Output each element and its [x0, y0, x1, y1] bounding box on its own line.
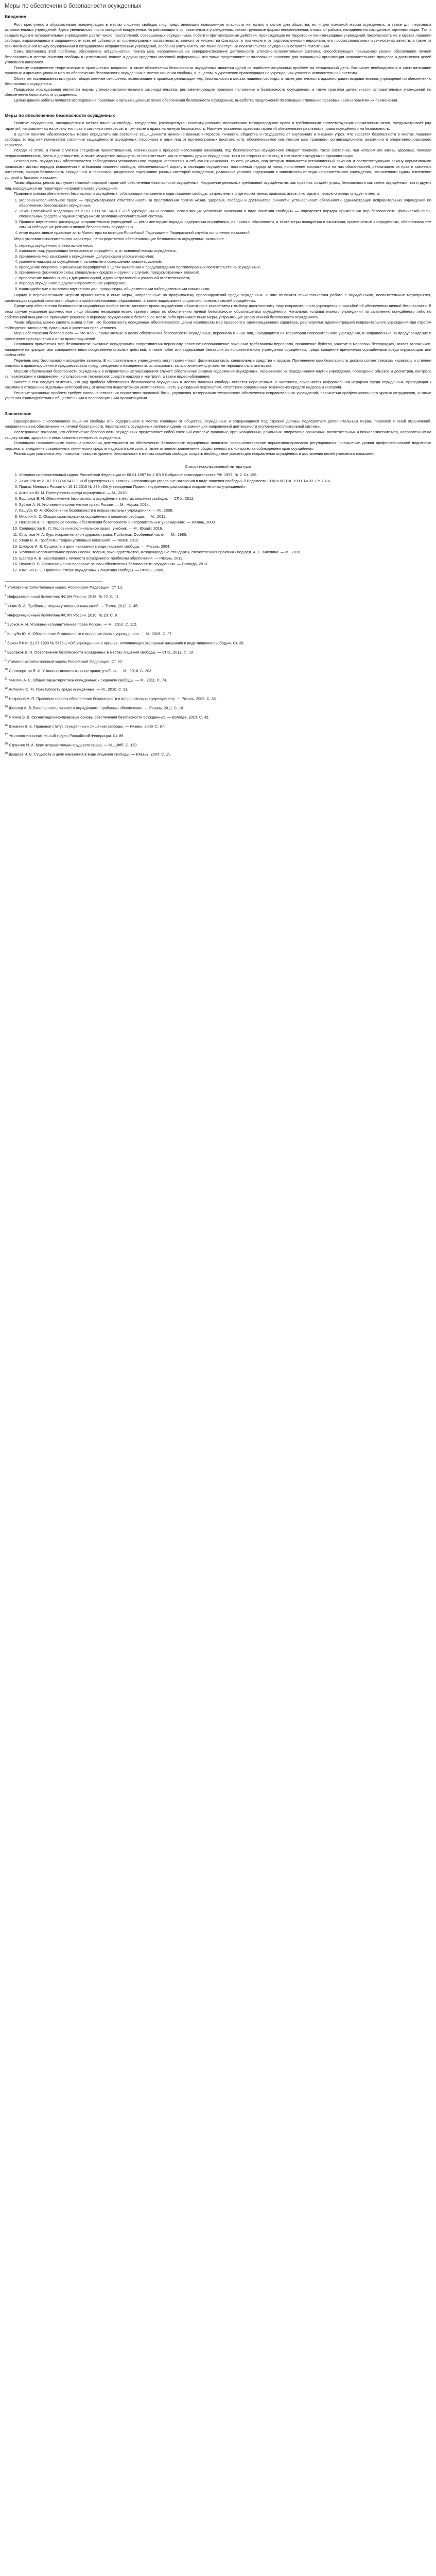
- paragraph: Решение указанных проблем требует совершенствования нормативно-правовой базы, улучшения материально-технического обеспечения исправительных учреждений, повышения профессионального уровня сотрудников, а также усиления взаимодействия с общественными и правозащитными организациями.: [5, 390, 431, 401]
- footnote: [5, 752, 431, 757]
- footnote-marker: 11: [5, 677, 8, 681]
- footnote-marker: 9: [5, 659, 7, 662]
- footnote-text: Южанин В. Е. Правовой статус осуждённых к лишению свободы. — Рязань, 2009. С. 67.: [9, 724, 165, 729]
- paragraph: Поэтому определение теоретических и практических вопросов, а также обеспечения безопасности осуждённых является одной из наиболее актуальных проблем на сегодняшний день. Возникает необходимость в систематизации правовых и организационных мер по обеспечению безопасности осуждённых в местах лишения свободы, и, в целом, в укреплении правопорядка на учреждениях уголовно-исполнительной системы.: [5, 65, 431, 76]
- footnote-text: Некрасов А. П. Правовые основы обеспечения безопасности в исправительных учреждениях. — Рязань, 2009. С. 36.: [9, 696, 217, 701]
- footnote: [5, 733, 431, 739]
- paragraph: Перечень мер безопасности определён законом. В исправительных учреждениях могут применяться физическая сила, специальные средства и оружие. Применение мер безопасности должно соответствовать характеру и степени опасности правонарушения и предшествовать предупреждению о намерении их использовать, за исключением случаев, не терпящих отлагательства.: [5, 358, 431, 368]
- paragraph: Среди мер обеспечения безопасности осуждённых особое место занимает право осуждённого обратиться с заявлением к любому должностному лицу исправительного учреждения с просьбой об обеспечении личной безопасности. В этом случае указанное должностное лицо обязано незамедлительно принять меры по обеспечению личной безопасности обратившегося осуждённого. Начальник исправительного учреждения по заявлению осуждённого либо по собственной инициативе принимает решение о переводе осуждённого в безопасное место либо принимает иные меры, устраняющие угрозу личной безопасности осуждённого.: [5, 303, 431, 319]
- footnote: [5, 594, 431, 600]
- footnote-text: Информационный бюллетень ФСИН России. 2016. № 23. С. 9.: [7, 613, 118, 618]
- footnote-text: Уголовно-исполнительный кодекс Российской Федерации. Ст. 86.: [9, 733, 125, 738]
- bibliography-item: 13. Шмаров И. В. Сущность и цели наказания в виде лишения свободы. — Рязань, 2004.: [19, 544, 431, 550]
- footnote-marker: 7: [5, 640, 7, 644]
- list-item: 1. перевод осуждённого в безопасное место;: [19, 243, 431, 249]
- footnote: [5, 696, 431, 702]
- footnote: [5, 585, 431, 590]
- bibliography-heading: Список использованной литературы: [185, 464, 251, 469]
- footnote: [5, 668, 431, 674]
- footnote: [5, 613, 431, 618]
- footnote-text: Шмаров И. В. Сущность и цели наказания в виде лишения свободы. — Рязань, 2004. С. 15.: [9, 752, 171, 757]
- footnote-marker: 14: [5, 705, 8, 708]
- footnote-text: Стручков Н. А. Курс исправительно-трудового права. — М., 1985. С. 130.: [9, 742, 138, 748]
- footnote-text: Бурлаков В. Н. Обеспечение безопасности осуждённых в местах лишения свободы. — СПб., 2012. С. 58.: [7, 650, 194, 655]
- paragraph: Целью данной работы является исследование правовых и организационных основ обеспечения безопасности осуждённых, выработка предложений по совершенствованию правовых норм и практики их применения.: [14, 97, 398, 103]
- list-item: 9. взаимодействие с органами внутренних дел, прокуратуры, общественными наблюдательными комиссиями.: [19, 286, 431, 292]
- footnote-marker: 8: [5, 650, 7, 653]
- footnote-text: Селиверстов В. И. Уголовно-исполнительное право: учебник. — М., 2016. С. 203.: [9, 668, 153, 673]
- footnote-text: Кашуба Ю. А. Обеспечение безопасности в исправительных учреждениях. — М., 2008. С. 27.: [7, 631, 173, 636]
- document-page: [0, 0, 436, 766]
- footnote-marker: 13: [5, 696, 8, 699]
- measures-list: [5, 243, 431, 292]
- footnote: [5, 705, 431, 711]
- list-item: 4. усиление надзора за осуждёнными, склонными к совершению правонарушений;: [19, 259, 431, 265]
- paragraph: Меры обеспечения безопасности — это меры, применяемые в целях обеспечения безопасности осуждённых, персонала и иных лиц, находящихся на территории исправительного учреждения, и направленные на предупреждение и пресечение преступлений и иных правонарушений.: [5, 331, 431, 341]
- footnote-text: Уткин В. А. Проблемы теории уголовных наказаний. — Томск, 2012. С. 45.: [7, 603, 139, 608]
- list-item: 6. применение физической силы, специальных средств и оружия в случаях, предусмотренных законом;: [19, 270, 431, 276]
- footnote: [5, 687, 431, 692]
- footnote: [5, 715, 431, 720]
- list-item: 1. уголовно-исполнительное право — предусматривает ответственность за преступления против жизни, здоровья, свободы и достоинства личности; устанавливает обязанности администрации исправительных учреждений по обеспечению безопасности осуждённых;: [19, 198, 431, 209]
- conclusion-body: [5, 419, 431, 457]
- footnote-marker: 19: [5, 751, 8, 755]
- footnote-marker: 15: [5, 714, 8, 718]
- bibliography-item: 10. Селиверстов В. И. Уголовно-исполнительное право: учебник. — М.: Юрайт, 2016.: [19, 526, 431, 532]
- measures-heading: Меры по обеспечению безопасности осужденных: [5, 113, 115, 118]
- paragraph: Таким образом, режим выступает главной правовой гарантией обеспечения безопасности осуждённых. Нарушение режимных требований осуждёнными, как правило, создаёт угрозу безопасности как самих осуждённых, так и других лиц, находящихся на территории исправительного учреждения.: [5, 180, 431, 191]
- bibliography-item: 6. Зубков А. И. Уголовно-исполнительное право России. — М.: Норма, 2014.: [19, 502, 431, 508]
- paragraph: Исходя из этого, а также с учётом специфики правоотношений, возникающих в процессе исполнения наказания, под безопасностью осуждённого следует понимать такое состояние, при котором его жизнь, здоровье, половая неприкосновенность, честь и достоинство, а также имущество защищены от посягательств как со стороны других осуждённых, так и со стороны иных лиц, в том числе сотрудников администрации.: [5, 148, 431, 158]
- footnote: [5, 677, 431, 683]
- footnote-marker: 3: [5, 603, 7, 607]
- footnote: [5, 640, 431, 646]
- paragraph: Мерами обеспечения безопасности осуждённых в исправительных учреждениях служат: обеспечение режима содержания осуждённых, ограничение их передвижения внутри учреждения, проведение обысков и досмотров, контроль за переписками и свиданиями, использование технических средств надзора и контроля, а также видеонаблюдение.: [5, 368, 431, 379]
- list-item: 8. перевод осуждённого в другое исправительное учреждение;: [19, 281, 431, 286]
- paragraph: Реализация указанных мер позволит повысить уровень безопасности в местах лишения свободы, создать необходимые условия для исправления осуждённых и достижения целей уголовного наказания.: [14, 451, 376, 456]
- list-item: 3. применение мер взыскания к осуждённым, допускающим угрозы и насилие;: [19, 254, 431, 260]
- bibliography-item: 9. Некрасов А. П. Правовые основы обеспечения безопасности в исправительных учреждениях. — Рязань, 2009.: [19, 520, 431, 526]
- footnote-marker: 12: [5, 686, 8, 690]
- bibliography-item: 8. Михлин А. С. Общая характеристика осуждённых к лишению свободы. — М., 2011.: [19, 514, 431, 520]
- bibliography-item: 4. Антонян Ю. М. Преступность среди осуждённых. — М., 2010.: [19, 490, 431, 496]
- paragraph: Основания применения мер безопасности: оказание осуждёнными сопротивления персоналу, злостное неповиновение законным требованиям персонала, проявление буйства, участие в массовых беспорядках, захват заложников, нападение на граждан или совершение иных общественно опасных действий, а также побег или задержание бежавших из исправительного учреждения осуждённых, предотвращение причинения осуждёнными вреда окружающим или самим себе.: [5, 342, 431, 358]
- footnote-marker: 4: [5, 613, 7, 616]
- paragraph: Меры уголовно-исполнительного характера, непосредственно обеспечивающие безопасность осуждённых, включают:: [14, 236, 224, 242]
- paragraph: Сама постановка этой проблемы обусловлена актуальностью поиска мер, направленных на совершенствование деятельности уголовно-исполнительной системы, способствующих повышению уровня обеспечения личной безопасности в местах лишения свободы в центральной полосе и других средствах массовой информации, что также представляет немаловажное значение для правильной организации исправительного процесса и достижения целей уголовного наказания.: [5, 49, 431, 65]
- list-item: 7. привлечение виновных лиц к дисциплинарной, административной и уголовной ответственности;: [19, 276, 431, 281]
- paragraph: Рост преступности обуславливает концентрацию в местах лишения свободы лиц, представляющих повышенную опасность не только в целом для общества, но и для основной массы осужденных, а также для персонала исправительных учреждений. Здесь увеличилось число холодной вооруженных на работающих в исправительных учреждениях, захват групповые формы неповиновения, отказы от работы, нападения на сотрудников администрации. Так, с каждым годом в исправительных учреждениях растет число преступлений, совершаемых осужденными, побеги и противоправные действия, происходящие на территории пенитенциарных учреждений. Безопасность же в местах лишения свободы, выражающаяся в защищенности всех её субъектов от противоправных посягательств, зависит от множества факторов, в том числе и от подготовленности персонала, его профессиональных и личностных качеств, а также от взаимоотношений между осужденными и сотрудниками исправительных учреждений, особенно учитывая то, что такие преступные посягательства осуждённых остаются латентными.: [5, 22, 431, 48]
- bibliography-list: [5, 472, 431, 573]
- paragraph: Предметом исследования являются нормы уголовно-исполнительного законодательства, регламентирующие правовое положение и безопасность осужденных, а также практика деятельности исправительных учреждений по обеспечению безопасности осужденных.: [5, 87, 431, 97]
- list-item: 5. проведение оперативно-розыскных мероприятий в целях выявления и предупреждения противоправных посягательств на осуждённых;: [19, 265, 431, 270]
- footnote-text: Шеслер А. В. Безопасность личности осуждённого: проблемы обеспечения. — Рязань, 2011. С. 19.: [9, 705, 184, 710]
- footnote-text: Михлин А. С. Общая характеристика осуждённых к лишению свободы. — М., 2011. С. 74.: [8, 677, 167, 683]
- paragraph: Понятие осуждённого, находящегося в местах лишения свободы, государство, руководствуясь конституционными положениями международного права и требованиями соответствующих нормативных актов, предусматривает ряд гарантий, направленных на охрану его прав и законных интересов, в том числе и права на личную безопасность. Наличие указанных правовых гарантий обеспечивает реальность права осуждённого на безопасность.: [5, 121, 431, 131]
- footnote-text: Закон РФ от 21.07.1993 № 5473-1 «Об учреждениях и органах, исполняющих уголовные наказания в виде лишения свободы». Ст. 28.: [7, 640, 245, 646]
- footnote-marker: 6: [5, 631, 7, 635]
- bibliography-item: 11. Стручков Н. А. Курс исправительно-трудового права. Проблемы Особенной части. — М., 1985.: [19, 532, 431, 538]
- footnote-text: Уголовно-исполнительный кодекс Российской Федерации. Ст. 82.: [7, 659, 123, 664]
- intro-body: [5, 22, 431, 104]
- law-list: [5, 198, 431, 236]
- footnote-text: Уголовно-исполнительный кодекс Российской Федерации. Ст. 13.: [7, 585, 123, 590]
- footnote: [5, 724, 431, 730]
- bibliography-item: 1. Уголовно-исполнительный кодекс Российской Федерации от 08.01.1997 № 1-ФЗ // Собрание законодательства РФ. 1997. № 2. Ст. 198.: [19, 472, 431, 478]
- paragraph: Наряду с перечисленными мерами применяются и иные меры, направленные на профилактику правонарушений среди осуждённых. К ним относятся психологическая работа с осуждёнными, воспитательные мероприятия, организация трудовой занятости, общего и профессионального образования, а также поддержание социально полезных связей осуждённых.: [5, 293, 431, 303]
- paragraph: Одновременно с исполнением лишения свободы или содержанием в местах изоляции от общества, осуждённые и содержащиеся под стражей должны подвергаться дополнительным мерам, правовой и иной ограничений, направленных на обеспечение их личной безопасности. Безопасность осуждённых является одним из важнейших направлений деятельности уголовно-исполнительной системы.: [5, 418, 431, 429]
- footnote-text: Ягунов В. В. Организационно-правовые основы обеспечения безопасности осуждённых. — Вологда, 2013. С. 42.: [9, 715, 210, 720]
- footnotes-divider: [5, 581, 102, 582]
- bibliography-item: 12. Уткин В. А. Проблемы теории уголовных наказаний. — Томск, 2012.: [19, 538, 431, 544]
- footnote: [5, 659, 431, 665]
- bibliography-item: 17. Южанин В. Е. Правовой статус осуждённых к лишению свободы. — Рязань, 2009.: [19, 568, 431, 573]
- footnote: [5, 650, 431, 655]
- bibliography-item: 3. Приказ Минюста России от 16.12.2016 № 295 «Об утверждении Правил внутреннего распорядка исправительных учреждений».: [19, 484, 431, 490]
- paragraph: Правовые основы обеспечения безопасности осуждённых, отбывающих наказание в виде лишения свободы, закреплены в ряде нормативных правовых актов, к которым в первую очередь следует отнести:: [14, 191, 380, 196]
- paragraph: Основными направлениями совершенствования деятельности по обеспечению безопасности осуждённых являются: совершенствование нормативно-правового регулирования, повышение уровня профессиональной подготовки персонала, внедрение современных технических средств надзора и контроля, а также активное привлечение общественности к контролю за соблюдением прав осуждённых.: [5, 440, 431, 451]
- conclusion-heading: Заключение: [5, 411, 32, 416]
- list-item: 2. Закон Российской Федерации от 21.07.1993 № 5473-1 «Об учреждениях и органах, исполняющих уголовные наказания в виде лишения свободы» — определяет порядок применения мер безопасности, физической силы, специальных средств и оружия сотрудниками уголовно-исполнительной системы;: [19, 209, 431, 219]
- footnote-marker: 18: [5, 742, 8, 745]
- bibliography-item: 14. Уголовно-исполнительное право России: теория, законодательство, международные стандарты, отечественная практика / под ред. А. С. Михлина. — М., 2016.: [19, 550, 431, 555]
- footnote: [5, 622, 431, 628]
- list-item: 4. иные нормативные правовые акты Министерства юстиции Российской Федерации и Федеральной службы исполнения наказаний.: [19, 230, 431, 236]
- measures-body: [5, 121, 431, 401]
- footnote: [5, 631, 431, 637]
- footnote-text: Зубков А. И. Уголовно-исполнительное право России. — М., 2014. С. 112.: [7, 622, 137, 627]
- footnote-marker: 16: [5, 723, 8, 727]
- bibliography-item: 16. Ягунов В. В. Организационно-правовые основы обеспечения безопасности осуждённых. — Вологда, 2013.: [19, 562, 431, 567]
- bibliography-item: 5. Бурлаков В. Н. Обеспечение безопасности осуждённых в местах лишения свободы. — СПб., 2012.: [19, 496, 431, 502]
- footnote: [5, 603, 431, 609]
- paragraph: Вместе с тем следует отметить, что ряд проблем обеспечения безопасности осуждённых в местах лишения свободы остаётся нерешённым. В частности, сохраняется неформальная иерархия среди осуждённых, приводящая к насилию в отношении отдельных категорий лиц, отмечается недостаточная укомплектованность учреждений персоналом, отсутствие современных технических средств надзора и контроля.: [5, 379, 431, 390]
- page-title: Меры по обеспечению безопасности осужденных: [5, 3, 142, 9]
- paragraph: Исследование показало, что обеспечение безопасности осуждённых представляет собой сложный комплекс правовых, организационных, режимных, оперативно-розыскных, воспитательных и психологических мер, направленных на защиту жизни, здоровья и иных законных интересов осуждённых.: [5, 430, 431, 440]
- footnote-text: Антонян Ю. М. Преступность среди осуждённых. — М., 2010. С. 91.: [9, 687, 129, 692]
- footnote-marker: 17: [5, 733, 8, 736]
- list-item: 3. Правила внутреннего распорядка исправительных учреждений — регламентируют порядок содержания осуждённых, их права и обязанности, а также меры поощрения и взыскания, применяемые к осуждённым, обеспечивая тем самым соблюдение режима и личной безопасности осуждённых.: [19, 219, 431, 230]
- footnotes: [5, 585, 431, 757]
- footnote-marker: 1: [5, 585, 7, 588]
- footnote-marker: 5: [5, 622, 7, 625]
- paragraph: Таким образом, можно сделать вывод о том, что безопасность осуждённых обеспечивается целым комплексом мер правового и организационного характера, реализуемых администрацией исправительного учреждения при строгом соблюдении законности, гуманизма и уважения прав человека.: [5, 320, 431, 330]
- paragraph: Безопасность осуждённых обеспечивается соблюдением установленного порядка исполнения и отбывания наказания, то есть режима, под которым понимается установленный законом и соответствующими закону нормативными правовыми актами порядок исполнения и отбывания лишения свободы, обеспечивающий охрану и изоляцию осуждённых, постоянный надзор за ними, исполнение возложенных на них обязанностей, реализацию их прав и законных интересов, личную безопасность осуждённых и персонала, раздельное содержание разных категорий осуждённых, различные условия содержания в зависимости от вида исправительного учреждения, назначенного судом, изменение условий отбывания наказания.: [5, 159, 431, 180]
- footnote-marker: 10: [5, 668, 8, 671]
- intro-heading: Введение: [5, 14, 26, 20]
- footnote-marker: 2: [5, 594, 7, 598]
- paragraph: Объектом исследования выступают общественные отношения, возникающие в процессе реализации мер безопасности в местах лишения свободы, а также деятельность администрации исправительных учреждений по обеспечению безопасности осужденных.: [5, 76, 431, 87]
- footnote-text: Информационный бюллетень ФСИН России. 2015. № 22. С. 11.: [7, 594, 120, 599]
- footnote: [5, 742, 431, 748]
- list-item: 2. изоляцию лиц, угрожающих безопасности осуждённого, от основной массы осуждённых;: [19, 248, 431, 254]
- bibliography-item: 2. Закон РФ от 21.07.1993 № 5473-1 «Об учреждениях и органах, исполняющих уголовные наказания в виде лишения свободы» // Ведомости СНД и ВС РФ. 1993. № 33. Ст. 1316.: [19, 479, 431, 484]
- bibliography-item: 7. Кашуба Ю. А. Обеспечение безопасности в исправительных учреждениях. — М., 2008.: [19, 508, 431, 514]
- paragraph: В целом понятие «безопасность» можно определить как состояние защищённости жизненно важных интересов личности, общества и государства от внутренних и внешних угроз. Что касается безопасности в местах лишения свободы, то под ней понимается состояние защищённости осуждённых, персонала и иных лиц от противоправных посягательств, обеспечиваемое комплексом мер правового, организационного, режимного и оперативно-розыскного характера.: [5, 131, 431, 147]
- bibliography-item: 15. Шеслер А. В. Безопасность личности осуждённого: проблемы обеспечения. — Рязань, 2011.: [19, 556, 431, 562]
